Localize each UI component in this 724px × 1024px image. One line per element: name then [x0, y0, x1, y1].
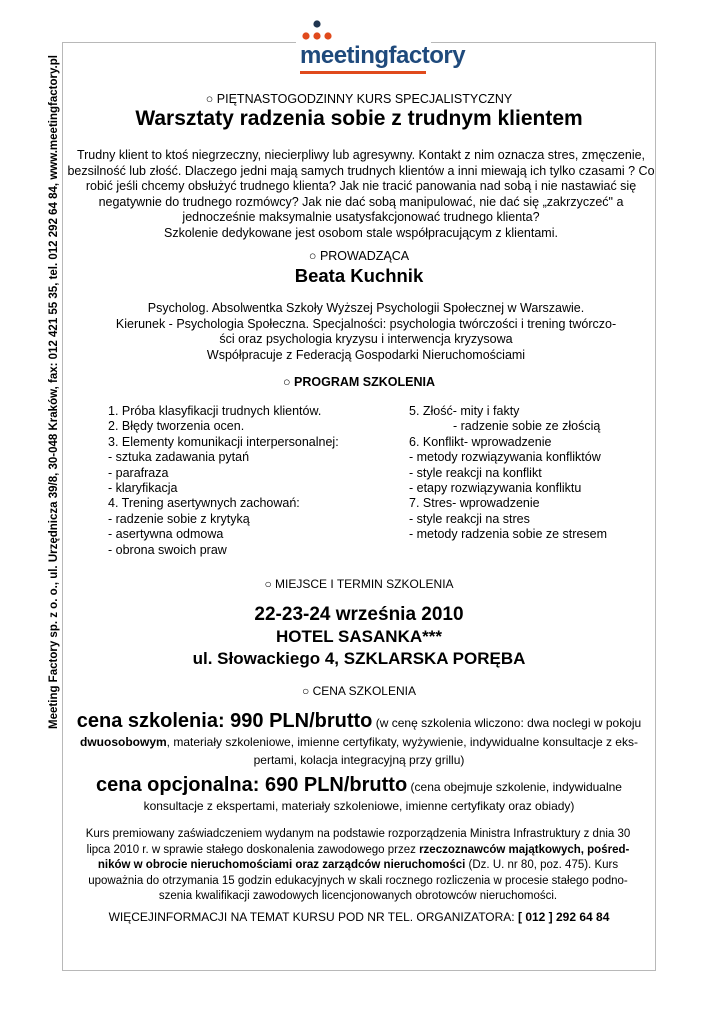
optional-price-note: (cena obejmuje szkolenie, indywidualne konsultacje z ekspertami, materiały szkoleniowe, imienne certyfikaty oraz obiady) [143, 780, 622, 813]
leader-bio [84, 301, 648, 363]
course-date: 22-23-24 września 2010 [254, 604, 464, 625]
cert-text-bold: rzeczoznawców majątkowych, pośred-ników w obrocie nieruchomościami oraz zarządców nieruchomości [97, 843, 630, 871]
bio-line: ści oraz psychologia kryzysu i interwencja kryzysowa [219, 332, 513, 346]
intro-line: bezsilność lub złość. Dlaczego jedni mają samych trudnych klientów a inni miewają ich tylko czasami ? Co [67, 163, 655, 178]
program-item: - style reakcji na konflikt [409, 465, 542, 480]
more-info-text: WIĘCEJINFORMACJI NA TEMAT KURSU POD NR TEL. ORGANIZATORA: [108, 910, 518, 924]
program-item: - style reakcji na stres [409, 511, 530, 526]
meetingfactory-logo [296, 18, 466, 78]
company-contact-sidebar: Meeting Factory sp. z o. o., ul. Urzędnicza 39/8, 30-048 Kraków, fax: 012 421 55 35, tel. 012 292 64 84, www.meetingfactory.pl [48, 55, 60, 729]
course-heading: ○ PIĘTNASTOGODZINNY KURS SPECJALISTYCZNY [205, 92, 513, 106]
program-item: - metody rozwiązywania konfliktów [409, 450, 601, 465]
leader-name: Beata Kuchnik [294, 265, 424, 286]
program-item: - parafraza [108, 465, 169, 480]
logo-dots-icon [296, 18, 336, 42]
certification-note [80, 827, 636, 905]
main-price-note-bold: dwuosobowym [80, 735, 167, 749]
logo-wordmark: meetingfactory [300, 42, 466, 69]
program-item: 1. Próba klasyfikacji trudnych klientów. [108, 404, 322, 418]
optional-price-block [66, 774, 652, 815]
main-price-block [66, 710, 652, 769]
program-item: - klaryfikacja [108, 481, 178, 496]
bio-line: Kierunek - Psychologia Społeczna. Specjalności: psychologia twórczości i trening twórczo- [115, 316, 617, 331]
intro-line: negatywnie do trudnego rozmówcy? Jak nie dać sobą manipulować, nie dać się „zakrzyczeć" a [98, 194, 624, 209]
bio-line: Współpracuje z Federacją Gospodarki Nieruchomościami [206, 347, 526, 362]
program-item: 6. Konflikt- wprowadzenie [409, 434, 552, 449]
program-item: 7. Stres- wprowadzenie [409, 496, 540, 511]
price-heading: ○ CENA SZKOLENIA [302, 684, 416, 698]
intro-line: jednocześnie maksymalnie usatysfakcjonować trudnego klienta? [182, 210, 540, 224]
program-heading: ○ PROGRAM SZKOLENIA [283, 375, 435, 389]
logo-underline [300, 71, 426, 74]
program-item: - metody radzenia sobie ze stresem [409, 527, 608, 542]
course-intro [66, 148, 656, 241]
program-item: - sztuka zadawania pytań [108, 450, 250, 465]
venue-heading: ○ MIEJSCE I TERMIN SZKOLENIA [264, 577, 454, 591]
program-item: 3. Elementy komunikacji interpersonalnej: [108, 434, 339, 449]
bio-line: Psycholog. Absolwentka Szkoły Wyższej Psychologii Społecznej w Warszawie. [147, 301, 585, 315]
program-item: 5. Złość- mity i fakty [409, 404, 520, 418]
program-item: - etapy rozwiązywania konfliktu [409, 481, 582, 496]
program-item: - obrona swoich praw [108, 542, 227, 557]
program-item: - radzenie sobie z krytyką [108, 511, 250, 526]
program-list-left [108, 404, 339, 558]
program-item: 2. Błędy tworzenia ocen. [108, 419, 245, 434]
course-title: Warsztaty radzenia sobie z trudnym klientem [135, 107, 583, 130]
main-price: cena szkolenia: 990 PLN/brutto [76, 710, 373, 732]
hotel-name: HOTEL SASANKA*** [276, 627, 442, 646]
optional-price: cena opcjonalna: 690 PLN/brutto [96, 774, 408, 796]
venue-address: ul. Słowackiego 4, SZKLARSKA PORĘBA [192, 649, 526, 668]
main-price-note: (w cenę szkolenia wliczono: dwa noclegi w pokoju [372, 716, 642, 730]
intro-line: robić jeśli chcemy obsłużyć trudnego klienta? Jak nie tracić panowania nad sobą i nie nastawiać się [85, 179, 637, 193]
main-price-note-rest: , materiały szkoleniowe, imienne certyfikaty, wyżywienie, indywidualne konsultacje z eks-pertami, kolacja integracyjną przy grillu) [166, 735, 638, 767]
program-item: - asertywna odmowa [108, 527, 224, 542]
cert-text: Kurs premiowany zaświadczeniem wydanym na podstawie rozporządzenia Ministra Infrastruktury z dnia 30 lipca 2010 r. w sprawie stałego doskonalenia zawodowego przez [85, 828, 631, 856]
cert-text-rest: (Dz. U. nr 80, poz. 475). Kurs upoważnia do otrzymania 15 godzin edukacyjnych w skali rocznego rozliczenia w procesie stałego podno-szenia kwalifikacji zawodowych licencjonowanych obrotowców nieruchomości. [88, 859, 628, 902]
intro-line: Trudny klient to ktoś niegrzeczny, niecierpliwy lub agresywny. Kontakt z nim oznacza stres, zmęczenie, [76, 148, 646, 162]
program-item: - radzenie sobie ze złością [453, 419, 601, 434]
intro-line: Szkolenie dedykowane jest osobom stale współpracującym z klientami. [164, 225, 558, 240]
organizer-phone: [ 012 ] 292 64 84 [517, 910, 610, 924]
leader-heading: ○ PROWADZĄCA [308, 249, 410, 263]
program-item: 4. Trening asertywnych zachowań: [108, 496, 300, 511]
program-list-right [409, 404, 607, 543]
more-info-line [62, 910, 656, 924]
